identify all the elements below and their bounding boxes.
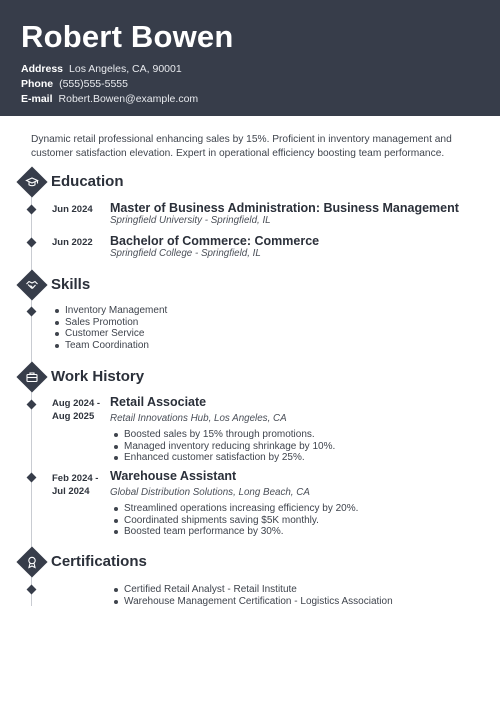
education-school: Springfield College - Springfield, IL <box>110 248 261 259</box>
list-item: Coordinated shipments saving $5K monthly. <box>113 515 358 527</box>
list-item: Boosted sales by 15% through promotions. <box>113 429 335 441</box>
list-item: Boosted team performance by 30%. <box>113 526 358 538</box>
list-item: Managed inventory reducing shrinkage by 10%. <box>113 441 335 453</box>
job-company: Retail Innovations Hub, Los Angeles, CA <box>110 413 287 424</box>
address-label: Address <box>21 63 64 75</box>
phone-value: (555)555-5555 <box>59 78 128 90</box>
education-degree: Bachelor of Commerce: Commerce <box>110 234 320 248</box>
education-degree: Master of Business Administration: Business Management <box>110 201 459 215</box>
professional-summary: Dynamic retail professional enhancing sales by 15%. Proficient in inventory management and customer satisfaction elevation. Expert in operational efficiency boosting team performance. <box>31 134 452 159</box>
address-line <box>21 63 182 75</box>
address-value: Los Angeles, CA, 90001 <box>69 63 182 75</box>
timeline-marker <box>27 205 37 215</box>
certifications-list <box>113 584 393 607</box>
job-bullets <box>113 429 335 464</box>
timeline-marker <box>27 473 37 483</box>
job-date-start: Feb 2024 - <box>52 473 99 484</box>
graduation-cap-icon <box>16 166 47 197</box>
email-line <box>21 93 198 105</box>
education-date: Jun 2022 <box>52 237 93 248</box>
email-value: Robert.Bowen@example.com <box>58 93 199 105</box>
timeline-marker <box>27 400 37 410</box>
timeline-marker <box>27 585 37 595</box>
list-item: Team Coordination <box>54 340 167 352</box>
candidate-name: Robert Bowen <box>21 19 234 54</box>
briefcase-icon <box>16 361 47 392</box>
section-title-skills: Skills <box>51 276 91 293</box>
list-item: Inventory Management <box>54 305 167 317</box>
phone-line <box>21 78 128 90</box>
handshake-icon <box>16 269 47 300</box>
list-item: Sales Promotion <box>54 317 167 329</box>
job-company: Global Distribution Solutions, Long Beach, CA <box>110 487 310 498</box>
timeline-marker <box>27 238 37 248</box>
job-date-end: Jul 2024 <box>52 486 90 497</box>
resume-header <box>0 0 500 116</box>
section-title-work-history: Work History <box>51 368 145 385</box>
list-item: Customer Service <box>54 328 167 340</box>
section-title-education: Education <box>51 173 124 190</box>
skills-list <box>54 305 167 351</box>
timeline-marker <box>27 307 37 317</box>
section-title-certifications: Certifications <box>51 553 147 570</box>
list-item: Certified Retail Analyst - Retail Institute <box>113 584 393 596</box>
job-title: Warehouse Assistant <box>110 469 237 483</box>
email-label: E-mail <box>21 93 53 105</box>
list-item: Warehouse Management Certification - Logistics Association <box>113 596 393 608</box>
education-school: Springfield University - Springfield, IL <box>110 215 271 226</box>
award-ribbon-icon <box>16 546 47 577</box>
list-item: Streamlined operations increasing efficiency by 20%. <box>113 503 358 515</box>
phone-label: Phone <box>21 78 54 90</box>
list-item: Enhanced customer satisfaction by 25%. <box>113 452 335 464</box>
job-date-end: Aug 2025 <box>52 411 95 422</box>
job-title: Retail Associate <box>110 395 207 409</box>
education-date: Jun 2024 <box>52 204 93 215</box>
job-bullets <box>113 503 358 538</box>
job-date-start: Aug 2024 - <box>52 398 101 409</box>
